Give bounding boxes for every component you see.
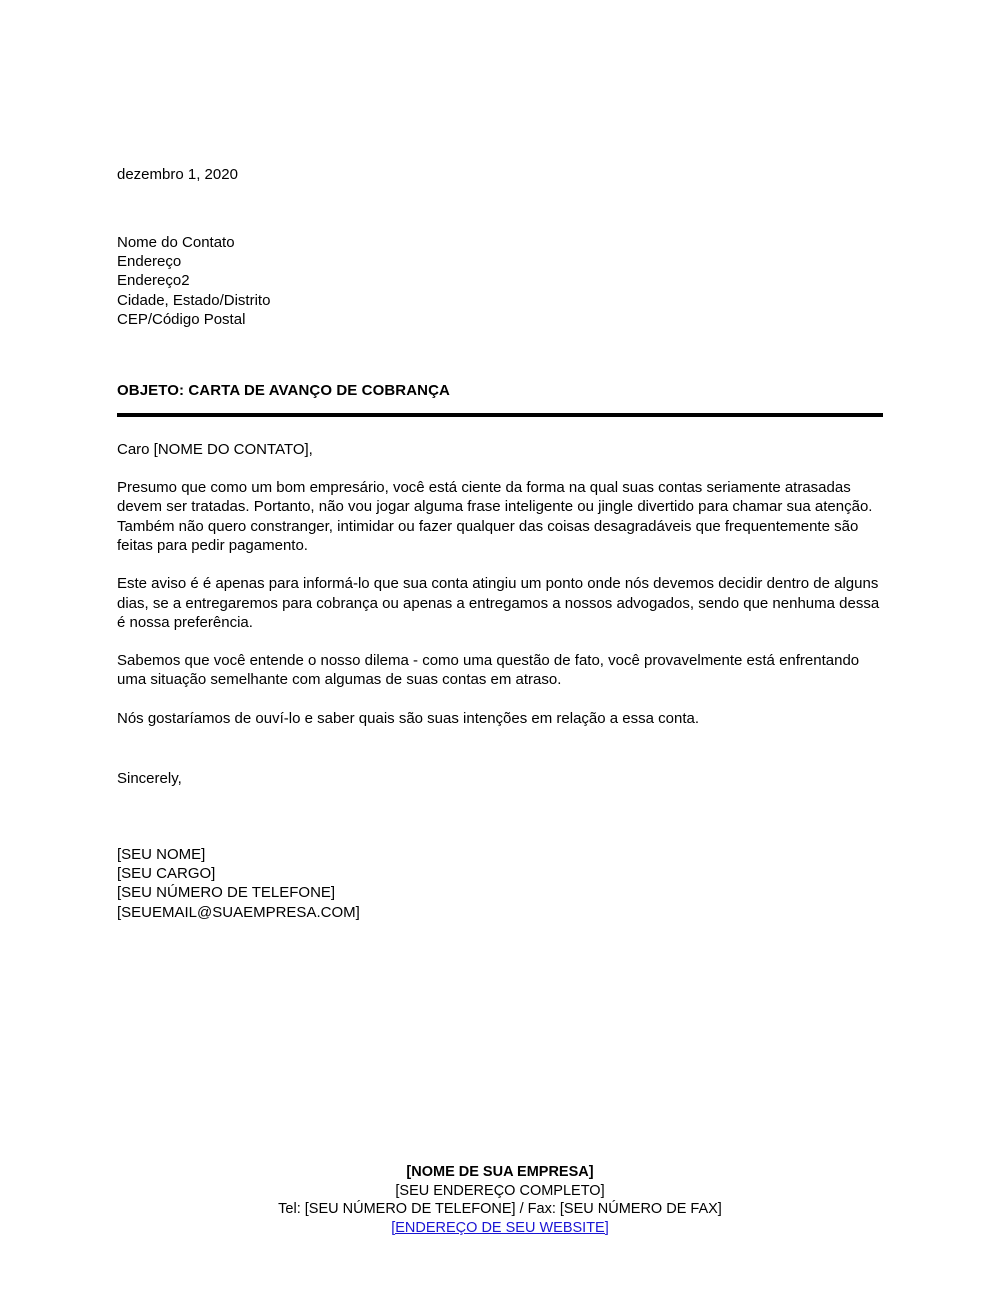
recipient-address-block	[117, 233, 884, 329]
body-paragraph: Este aviso é é apenas para informá-lo que sua conta atingiu um ponto onde nós devemos decidir dentro de alguns dias, se a entregaremos para cobrança ou apenas a entregamos a nossos advogados, sendo que nenhuma dessa é nossa preferência.	[117, 575, 880, 631]
letter-date: dezembro 1, 2020	[117, 166, 238, 183]
footer-website-link[interactable]: [ENDEREÇO DE SEU WEBSITE]	[391, 1219, 609, 1236]
salutation-line: Caro [NOME DO CONTATO],	[117, 441, 313, 459]
signature-block	[117, 845, 884, 922]
signature-line: [SEUEMAIL@SUAEMPRESA.COM]	[117, 903, 360, 921]
footer-address: [SEU ENDEREÇO COMPLETO]	[395, 1182, 605, 1199]
footer-website-wrapper	[0, 1219, 1000, 1238]
closing-line: Sincerely,	[117, 769, 182, 787]
recipient-line: Endereço2	[117, 272, 190, 290]
footer-company-name: [NOME DE SUA EMPRESA]	[406, 1164, 594, 1180]
recipient-line: Endereço	[117, 253, 182, 271]
body-paragraph: Sabemos que você entende o nosso dilema - como uma questão de fato, você provavelmente está enfrentando uma situação semelhante com algumas de suas contas em atraso.	[117, 652, 860, 689]
signature-line: [SEU NOME]	[117, 845, 206, 863]
recipient-line: Cidade, Estado/Distrito	[117, 291, 271, 309]
recipient-line: Nome do Contato	[117, 234, 235, 251]
subject-heading: OBJETO: CARTA DE AVANÇO DE COBRANÇA	[117, 382, 450, 400]
body-paragraph: Nós gostaríamos de ouví-lo e saber quais são suas intenções em relação a essa conta.	[117, 709, 699, 727]
footer-contact: Tel: [SEU NÚMERO DE TELEFONE] / Fax: [SEU NÚMERO DE FAX]	[278, 1201, 722, 1218]
letter-body	[117, 0, 884, 922]
body-paragraph: Presumo que como um bom empresário, você está ciente da forma na qual suas contas seriamente atrasadas devem ser tratadas. Portanto, não vou jogar alguma frase inteligente ou jingle divertido para chamar sua atenção. Também não quero constranger, intimidar ou fazer qualquer das coisas desagradáveis que frequentemente são feitas para pedir pagamento.	[117, 479, 873, 554]
horizontal-rule-divider	[117, 413, 883, 417]
page-footer	[0, 1163, 1000, 1237]
signature-line: [SEU NÚMERO DE TELEFONE]	[117, 884, 336, 902]
subject-section	[117, 381, 884, 417]
signature-line: [SEU CARGO]	[117, 865, 216, 883]
recipient-line: CEP/Código Postal	[117, 310, 246, 328]
